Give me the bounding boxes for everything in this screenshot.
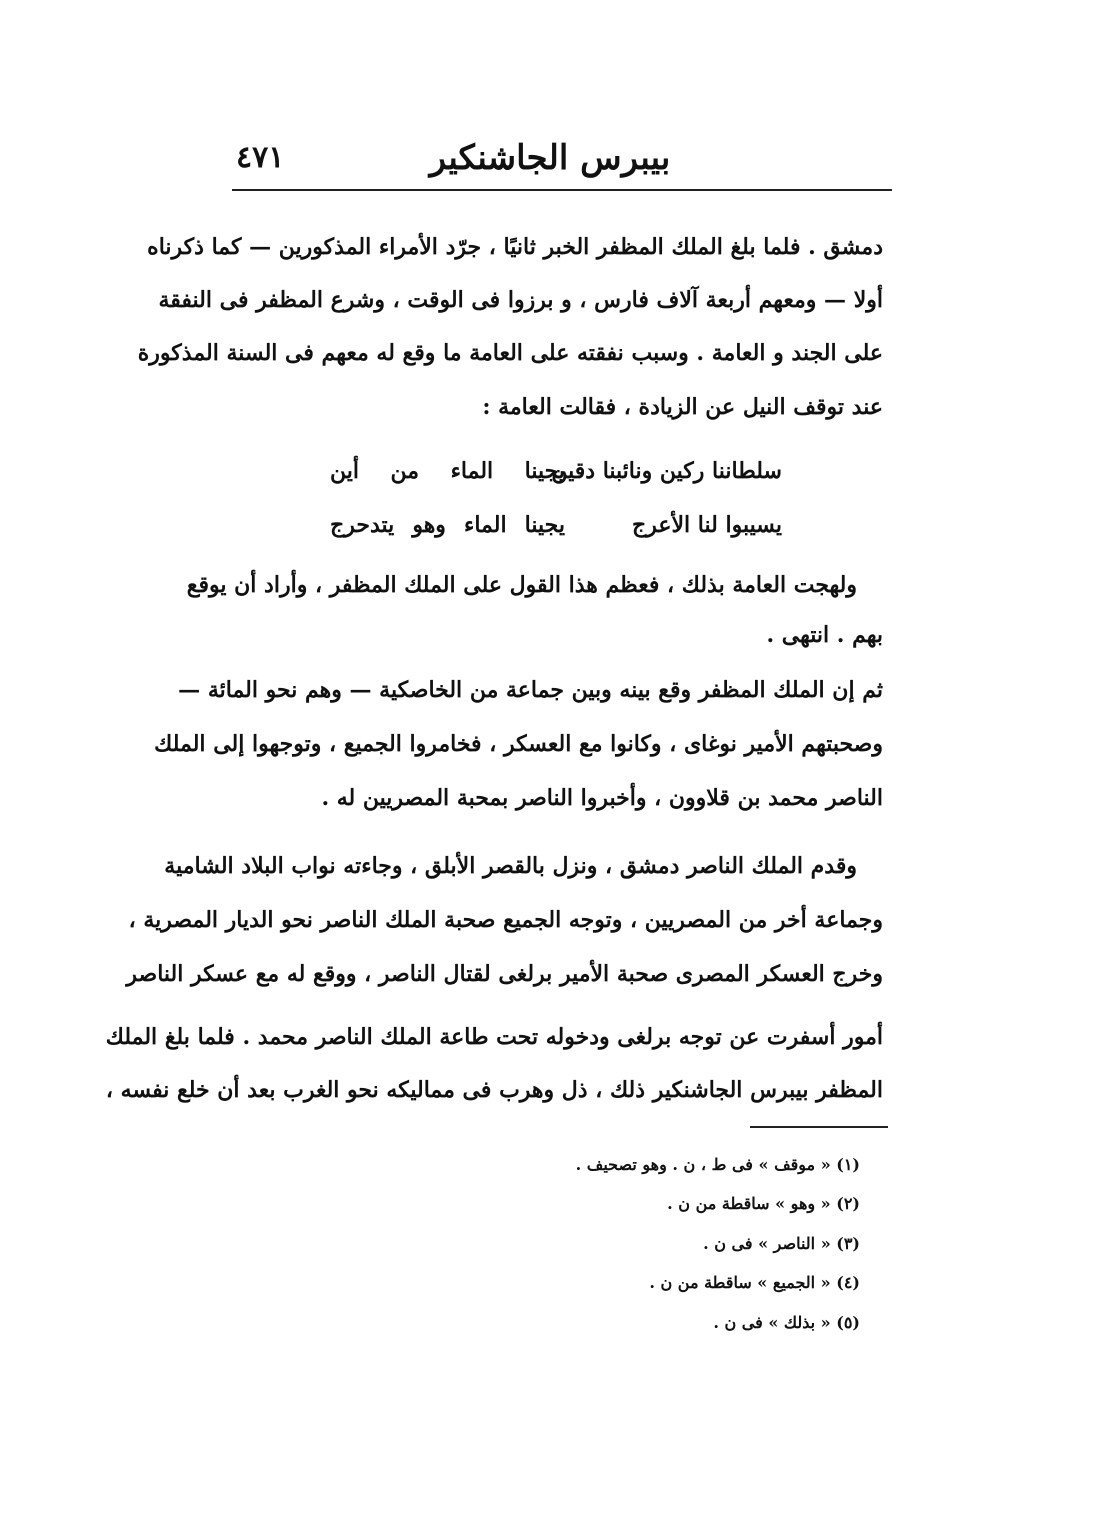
- paragraph-4-line-1: وقدم الملك الناصر دمشق ، ونزل بالقصر الأبلق ، وجاءته نواب البلاد الشامية: [164, 853, 857, 879]
- paragraph-4-line-3: وخرج العسكر المصرى صحبة الأمير برلغى لقتال الناصر ، ووقع له مع عسكر الناصر: [126, 961, 883, 987]
- footnote-2: (٢) « وهو » ساقطة من ن .: [667, 1194, 860, 1213]
- verse-2-first-hemistich: يسيبوا لنا الأعرج: [632, 512, 782, 538]
- paragraph-4-line-5: المظفر بيبرس الجاشنكير ذلك ، ذل وهرب فى مماليكه نحو الغرب بعد أن خلع نفسه ،: [105, 1077, 883, 1103]
- paragraph-4-line-4: أمور أسفرت عن توجه برلغى ودخوله تحت طاعة الملك الناصر محمد . فلما بلغ الملك: [105, 1024, 883, 1050]
- paragraph-1-line-4: عند توقف النيل عن الزيادة ، فقالت العامة :: [482, 394, 883, 420]
- footnote-3: (٣) « الناصر » فى ن .: [703, 1234, 860, 1253]
- running-title: بيبرس الجاشنكير: [429, 138, 671, 178]
- footnote-4: (٤) « الجميع » ساقطة من ن .: [649, 1273, 860, 1292]
- paragraph-4-line-2: وجماعة أخر من المصريين ، وتوجه الجميع صحبة الملك الناصر نحو الديار المصرية ،: [128, 907, 883, 933]
- paragraph-3-line-2: وصحبتهم الأمير نوغاى ، وكانوا مع العسكر ، فخامروا الجميع ، وتوجهوا إلى الملك: [154, 731, 883, 757]
- verse-1-first-hemistich: سلطاننا ركين ونائبنا دقين: [551, 458, 782, 484]
- paragraph-3-line-3: الناصر محمد بن قلاوون ، وأخبروا الناصر بمحبة المصريين له .: [321, 785, 883, 811]
- paragraph-1-line-3: على الجند و العامة . وسبب نفقته على العامة ما وقع له معهم فى السنة المذكورة: [137, 340, 883, 366]
- paragraph-2-line-1: ولهجت العامة بذلك ، فعظم هذا القول على الملك المظفر ، وأراد أن يوقع: [186, 572, 857, 598]
- paragraph-1-line-2: أولا — ومعهم أربعة آلاف فارس ، و برزوا فى الوقت ، وشرع المظفر فى النفقة: [158, 287, 883, 313]
- footnote-rule: [750, 1126, 888, 1128]
- page-number: ٤٧١: [236, 140, 285, 175]
- paragraph-2-line-2: بهم . انتهى .: [766, 622, 883, 648]
- paragraph-1-line-1: دمشق . فلما بلغ الملك المظفر الخبر ثانيًا ، جرّد الأمراء المذكورين — كما ذكرناه: [147, 234, 883, 260]
- footnote-5: (٥) « بذلك » فى ن .: [713, 1313, 860, 1332]
- footnote-1: (١) « موقف » فى ط ، ن . وهو تصحيف .: [575, 1155, 860, 1174]
- paragraph-3-line-1: ثم إن الملك المظفر وقع بينه وبين جماعة من الخاصكية — وهم نحو المائة —: [178, 677, 883, 703]
- header-rule: [232, 189, 892, 191]
- verse-2-second-hemistich: يجينا الماء وهو يتدحرج: [330, 512, 565, 538]
- verse-1-second-hemistich: يجينا الماء من أين: [330, 458, 565, 484]
